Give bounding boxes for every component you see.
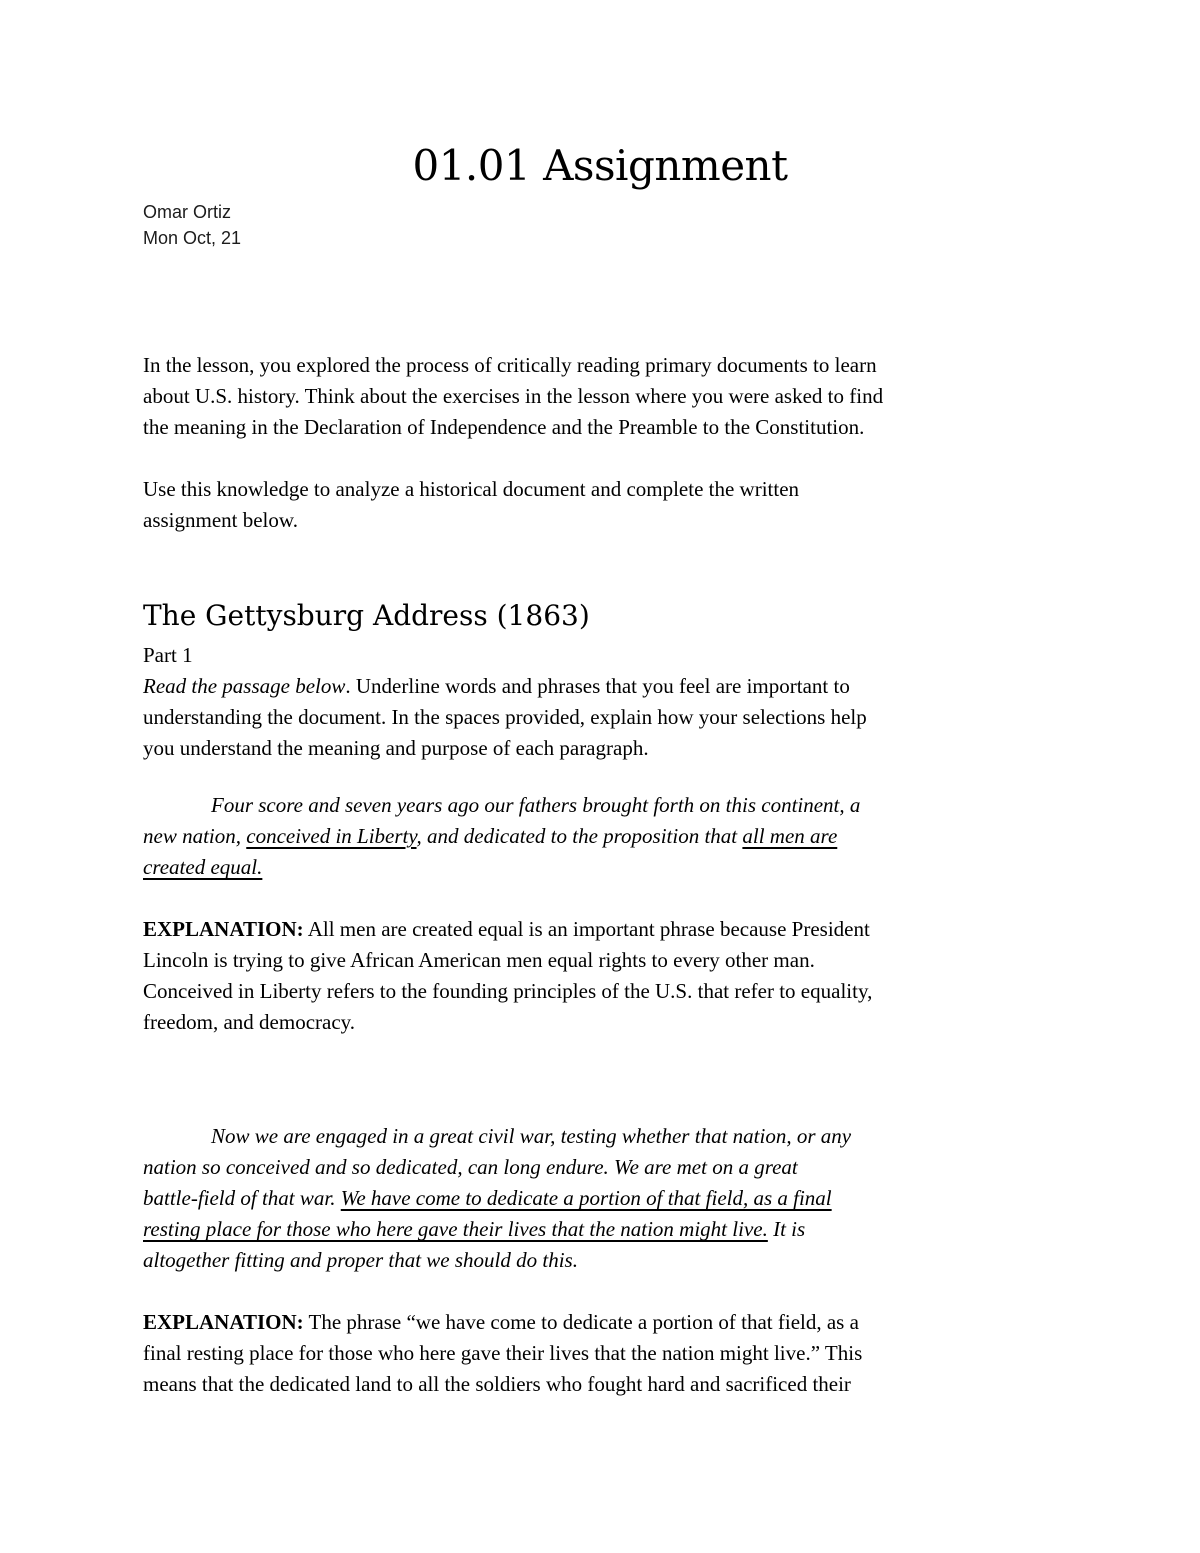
text-segment: new nation, [143, 824, 247, 848]
explanation-1 [143, 914, 1057, 1038]
text-segment: the meaning in the Declaration of Independence and the Preamble to the Constitution. [143, 415, 865, 439]
passage-quote-1 [143, 790, 1057, 883]
text-line [143, 350, 1057, 381]
intro-paragraph-2 [143, 474, 1057, 536]
text-segment: . Underline words and phrases that you feel are important to [345, 674, 850, 698]
text-line [143, 671, 1057, 702]
text-segment: Read the passage below [143, 674, 346, 698]
text-segment: Now we are engaged in a great civil war, testing whether that nation, or any [211, 1124, 852, 1148]
text-line [143, 790, 1057, 821]
byline [143, 199, 1057, 251]
text-segment: EXPLANATION: [143, 917, 304, 941]
text-line [143, 1152, 1057, 1183]
text-segment: freedom, and democracy. [143, 1010, 356, 1034]
text-segment: Lincoln is trying to give African American men equal rights to every other man. [143, 948, 815, 972]
text-segment: The phrase “we have come to dedicate a portion of that field, as a [303, 1310, 859, 1334]
instructions-paragraph [143, 671, 1057, 764]
text-segment: We have come to dedicate a portion of that field, as a final [340, 1186, 832, 1210]
part-label: Part 1 [143, 643, 193, 667]
text-segment: final resting place for those who here gave their lives that the nation might live.” This [143, 1341, 863, 1365]
intro-paragraph-1 [143, 350, 1057, 443]
text-line [143, 945, 1057, 976]
text-line [143, 914, 1057, 945]
text-line [143, 474, 1057, 505]
text-segment: , and dedicated to the proposition that [416, 824, 743, 848]
text-segment: Use this knowledge to analyze a historical document and complete the written [143, 477, 800, 501]
text-segment: conceived in Liberty [246, 824, 417, 848]
text-line [143, 821, 1057, 852]
text-segment: Four score and seven years ago our fathers brought forth on this continent, a [211, 793, 861, 817]
text-line [143, 1369, 1057, 1400]
text-segment: means that the dedicated land to all the soldiers who fought hard and sacrificed their [143, 1372, 851, 1396]
text-line [143, 1338, 1057, 1369]
passage-quote-2 [143, 1121, 1057, 1276]
text-segment: about U.S. history. Think about the exercises in the lesson where you were asked to find [143, 384, 884, 408]
explanation-2 [143, 1307, 1057, 1400]
text-line [143, 852, 1057, 883]
section-heading: The Gettysburg Address (1863) [143, 599, 590, 632]
text-segment: understanding the document. In the spaces provided, explain how your selections help [143, 705, 867, 729]
text-line [143, 1307, 1057, 1338]
page-title: 01.01 Assignment [412, 141, 788, 190]
text-line [143, 733, 1057, 764]
author-name: Omar Ortiz [143, 202, 231, 222]
text-segment: assignment below. [143, 508, 298, 532]
text-line [143, 702, 1057, 733]
text-line [143, 1121, 1057, 1152]
text-segment: all men are [742, 824, 838, 848]
text-segment: resting place for those who here gave their lives that the nation might live. [143, 1217, 768, 1241]
text-segment: created equal. [143, 855, 263, 879]
text-line [143, 412, 1057, 443]
text-line [143, 1183, 1057, 1214]
text-line [143, 505, 1057, 536]
text-line [143, 381, 1057, 412]
text-segment: In the lesson, you explored the process of critically reading primary documents to learn [143, 353, 877, 377]
text-segment: you understand the meaning and purpose of each paragraph. [143, 736, 649, 760]
text-segment: It is [767, 1217, 806, 1241]
text-segment: EXPLANATION: [143, 1310, 304, 1334]
text-segment: Conceived in Liberty refers to the founding principles of the U.S. that refer to equality, [143, 979, 873, 1003]
text-line [143, 1214, 1057, 1245]
text-line [143, 1245, 1057, 1276]
text-segment: All men are created equal is an important phrase because President [303, 917, 870, 941]
text-segment: battle-field of that war. [143, 1186, 341, 1210]
text-segment: nation so conceived and so dedicated, can long endure. We are met on a great [143, 1155, 798, 1179]
text-line [143, 1007, 1057, 1038]
text-line [143, 976, 1057, 1007]
text-segment: altogether fitting and proper that we should do this. [143, 1248, 578, 1272]
document-date: Mon Oct, 21 [143, 228, 242, 248]
